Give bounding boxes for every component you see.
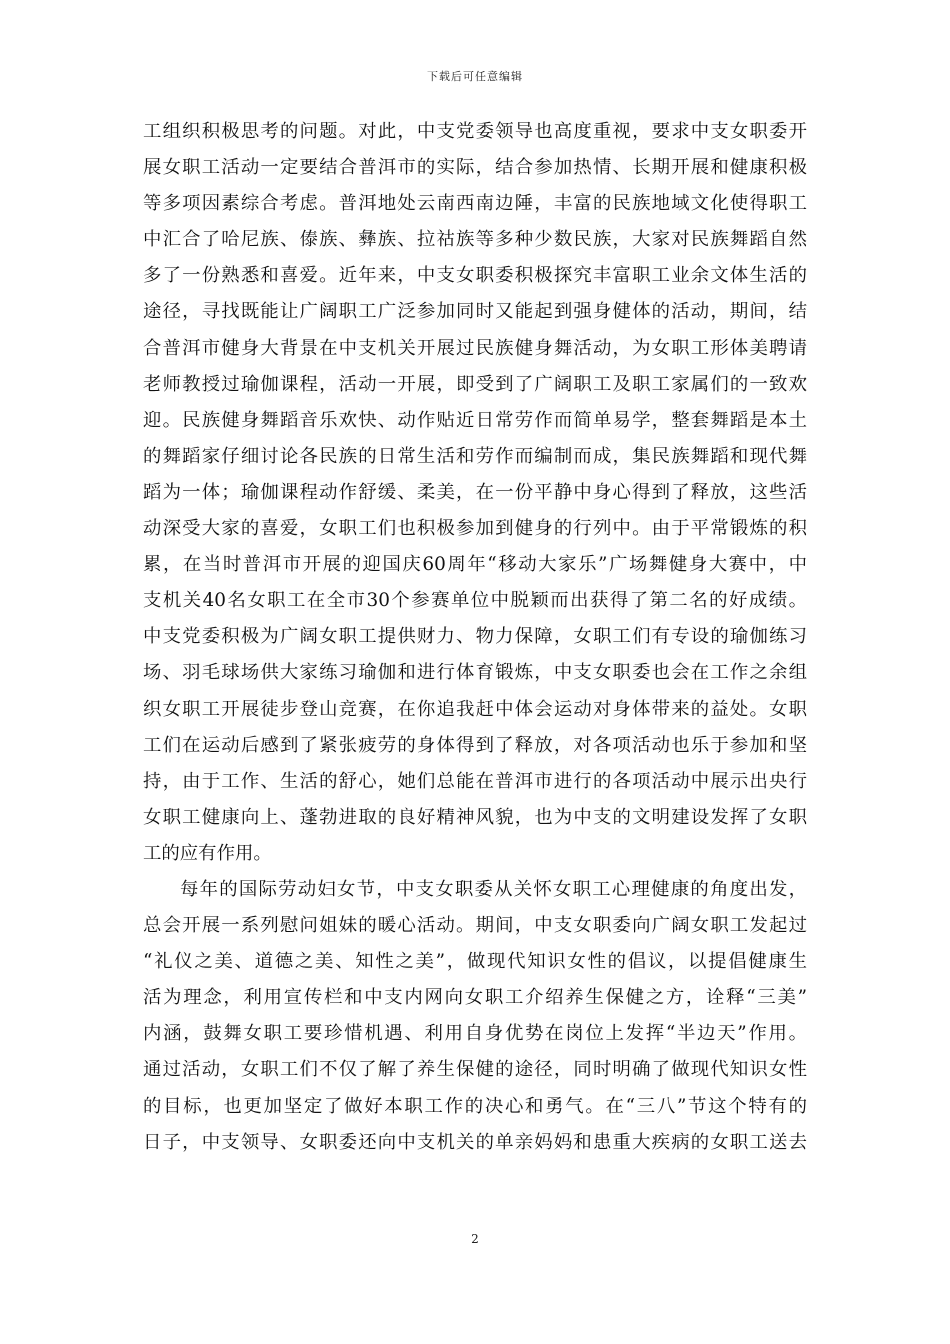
text-line: 活为理念，利用宣传栏和中支内网向女职工介绍养生保健之方，诠释“三美” bbox=[143, 987, 807, 1009]
text-line: 迎。民族健身舞蹈音乐欢快、动作贴近日常劳作而简单易学，整套舞蹈是本土 bbox=[143, 409, 807, 431]
text-line: 日子，中支领导、女职委还向中支机关的单亲妈妈和患重大疾病的女职工送去 bbox=[143, 1131, 807, 1153]
text-line: 的舞蹈家仔细讨论各民族的日常生活和劳作而编制而成，集民族舞蹈和现代舞 bbox=[143, 445, 807, 467]
text-line: 支机关40名女职工在全市30个参赛单位中脱颖而出获得了第二名的好成绩。 bbox=[143, 590, 807, 612]
text-line: 中汇合了哈尼族、傣族、彝族、拉祜族等多种少数民族，大家对民族舞蹈自然 bbox=[143, 229, 807, 251]
text-line: 展女职工活动一定要结合普洱市的实际，结合参加热情、长期开展和健康积极 bbox=[143, 157, 807, 179]
text-line: 工们在运动后感到了紧张疲劳的身体得到了释放，对各项活动也乐于参加和坚 bbox=[143, 734, 807, 756]
text-line: 每年的国际劳动妇女节，中支女职委从关怀女职工心理健康的角度出发， bbox=[180, 878, 807, 900]
page-header: 下载后可任意编辑 bbox=[427, 70, 523, 83]
text-line: 途径，寻找既能让广阔职工广泛参加同时又能起到强身健体的活动，期间，结 bbox=[143, 301, 807, 323]
text-line: 等多项因素综合考虑。普洱地处云南西南边陲，丰富的民族地域文化使得职工 bbox=[143, 193, 807, 215]
document-body bbox=[143, 114, 807, 1161]
text-line: 持，由于工作、生活的舒心，她们总能在普洱市进行的各项活动中展示出央行 bbox=[143, 770, 807, 792]
text-line: 蹈为一体；瑜伽课程动作舒缓、柔美，在一份平静中身心得到了释放，这些活 bbox=[143, 481, 807, 503]
text-line: 合普洱市健身大背景在中支机关开展过民族健身舞活动，为女职工形体美聘请 bbox=[143, 337, 807, 359]
paragraph-2 bbox=[143, 872, 807, 1161]
text-line: 织女职工开展徒步登山竞赛，在你追我赶中体会运动对身体带来的益处。女职 bbox=[143, 698, 807, 720]
text-line: 总会开展一系列慰问姐妹的暖心活动。期间，中支女职委向广阔女职工发起过 bbox=[143, 915, 807, 937]
text-line: 场、羽毛球场供大家练习瑜伽和进行体育锻炼，中支女职委也会在工作之余组 bbox=[143, 662, 807, 684]
text-line: 动深受大家的喜爱，女职工们也积极参加到健身的行列中。由于平常锻炼的积 bbox=[143, 518, 807, 540]
text-line: 女职工健康向上、蓬勃进取的良好精神风貌，也为中支的文明建设发挥了女职 bbox=[143, 806, 807, 828]
text-line: 工的应有作用。 bbox=[143, 842, 272, 864]
text-line: 多了一份熟悉和喜爱。近年来，中支女职委积极探究丰富职工业余文体生活的 bbox=[143, 265, 807, 287]
text-line: 通过活动，女职工们不仅了解了养生保健的途径，同时明确了做现代知识女性 bbox=[143, 1059, 807, 1081]
paragraph-1 bbox=[143, 114, 807, 872]
text-line: 工组织积极思考的问题。对此，中支党委领导也高度重视，要求中支女职委开 bbox=[143, 121, 807, 142]
text-line: 中支党委积极为广阔女职工提供财力、物力保障，女职工们有专设的瑜伽练习 bbox=[143, 626, 807, 648]
text-line: “礼仪之美、道德之美、知性之美”，做现代知识女性的倡议，以提倡健康生 bbox=[143, 951, 807, 973]
text-line: 的目标，也更加坚定了做好本职工作的决心和勇气。在“三八”节这个特有的 bbox=[143, 1095, 807, 1117]
page-number: 2 bbox=[471, 1232, 479, 1246]
text-line: 内涵，鼓舞女职工要珍惜机遇、利用自身优势在岗位上发挥“半边天”作用。 bbox=[143, 1023, 807, 1045]
text-line: 累，在当时普洱市开展的迎国庆60周年“移动大家乐”广场舞健身大赛中，中 bbox=[143, 554, 807, 576]
text-line: 老师教授过瑜伽课程，活动一开展，即受到了广阔职工及职工家属们的一致欢 bbox=[143, 373, 807, 395]
